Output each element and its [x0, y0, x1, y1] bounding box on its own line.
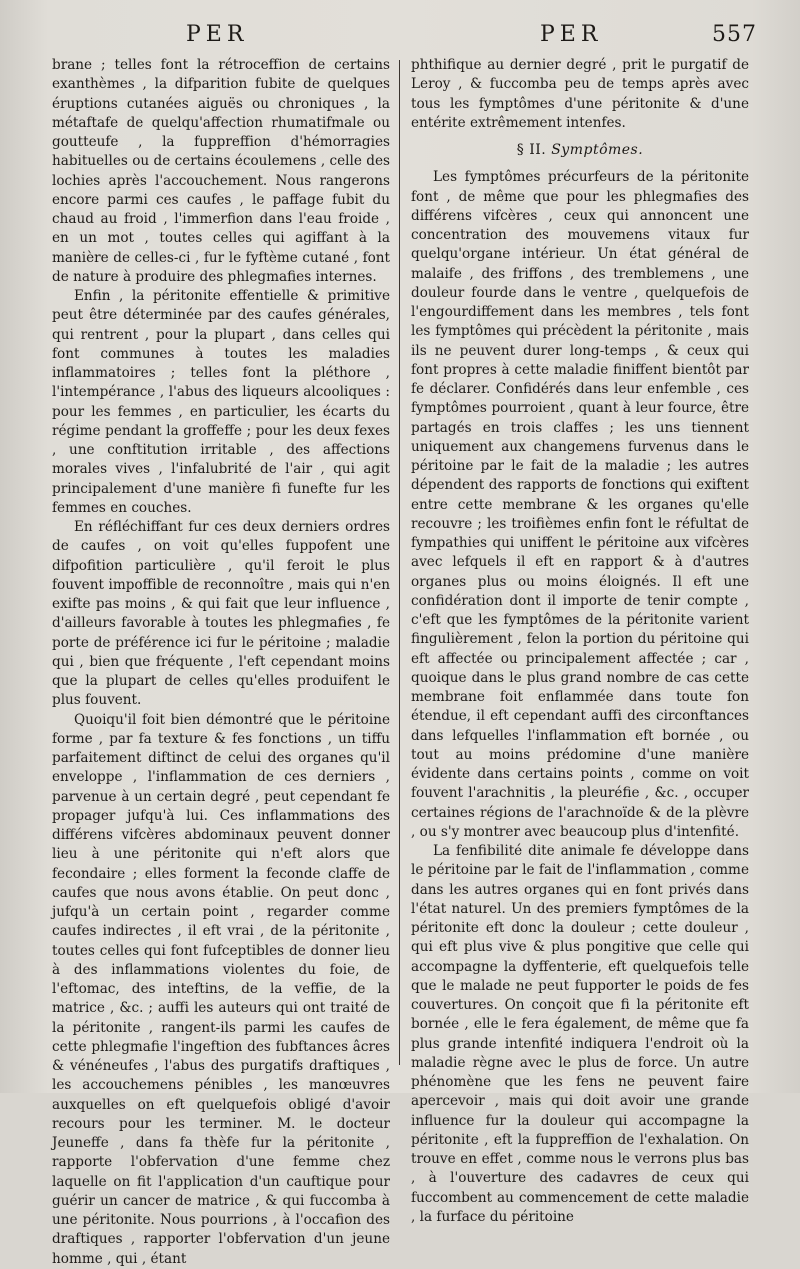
left-paragraph-4: Quoiqu'il foit bien démontré que le péritoine forme , par fa texture & fes fonctions , un tiffu parfaitement diftinct de celui des organes qu'il enveloppe , l'inflammation de ces derniers , parvenue à un certain degré , peut cependant fe propager jufqu'à lui. Ces inflammations des différens vifcères abdominaux peuvent donner lieu à une péritonite qui n'eft alors que fecondaire ; elles forment la feconde claffe de caufes que nous avons établie. On peut donc , jufqu'à un certain point , regarder comme caufes indirectes , il eft vrai , de la péritonite , toutes celles qui font fufceptibles de donner lieu à des inflammations violentes du foie, de l'eftomac, des inteftins, de la veffie, de la matrice , &c. ; auffi les auteurs qui ont traité de la péritonite , rangent-ils parmi les caufes de cette phlegmafie l'ingeftion des fubftances âcres & vénéneufes , l'abus des purgatifs draftiques , les accouchemens pénibles , les manœuvres auxquelles on eft quelquefois obligé d'avoir recours pour les terminer. M. le docteur Jeuneffe , dans fa thèfe fur la péritonite , rapporte l'obfervation d'une femme chez laquelle on fit l'application d'un cauftique pour guérir un cancer de matrice , & qui fuccomba à une péritonite. Nous pourrions , à l'occafion des draftiques , rapporter l'obfervation d'un jeune homme , qui , étant [52, 711, 390, 1267]
right-paragraph-1: Les fymptômes précurfeurs de la péritonite font , de même que pour les phlegmafies des différens vifcères , ceux qui annoncent une concentration des mouvemens vitaux fur quelqu'organe intérieur. Un état général de malaife , des friffons , des tremblemens , une douleur fourde dans le ventre , quelquefois de l'engourdiffement dans les membres , tels font les fymptômes qui précèdent la péritonite , mais ils ne peuvent durer long-temps , & ceux qui font propres à cette maladie finiffent bientôt par fe déclarer. Confidérés dans leur enfemble , ces fymptômes pourroient , quant à leur fource, être partagés en trois claffes ; les uns tiennent uniquement aux changemens furvenus dans le péritoine par le fait de la maladie ; les autres dépendent des rapports de fonctions qui exiftent entre cette membrane & les organes qu'elle recouvre ; les troifièmes enfin font le réfultat de fympathies qui uniffent le péritoine aux vifcères avec lefquels il eft en rapport & à d'autres organes plus ou moins éloignés. Il eft une confidération dont il importe de tenir compte , c'eft que les fymptômes de la péritonite varient fingulièrement , felon la portion du péritoine qui eft affectée ou principalement affectée ; car , quoique dans le plus grand nombre de cas cette membrane foit enflammée dans toute fon étendue, il eft cependant auffi des circonftances dans lefquelles l'inflammation eft bornée , ou tout au moins prédomine d'une manière évidente dans certains points , comme on voit fouvent l'arachnitis , la pleuréfie , &c. , occuper certaines régions de l'arachnoïde & de la plèvre , ou s'y montrer avec beaucoup plus d'intenfité. [411, 169, 749, 840]
section-number: § II. [516, 142, 547, 158]
column-divider [399, 60, 400, 1065]
left-paragraph-3: En réfléchiffant fur ces deux derniers ordres de caufes , on voit qu'elles fuppofent une difpofition particulière , qu'il feroit le plus fouvent impoffible de reconnoître , mais qui n'en exifte pas moins , & qui fait que leur influence , d'ailleurs favorable à toutes les phlegmafies , fe porte de préférence ici fur le péritoine ; maladie qui , bien que fréquente , l'eft cependant moins que la plupart de celles qu'elles produifent le plus fouvent. [52, 519, 390, 709]
running-header [0, 22, 800, 56]
right-paragraph-2: La fenfibilité dite animale fe développe dans le péritoine par le fait de l'inflammation , comme dans les autres organes qui en font privés dans l'état naturel. Un des premiers fymptômes de la péritonite eft donc la douleur ; cette douleur , qui eft plus vive & plus pongitive que celle qui accompagne la dyffenterie, eft quelquefois telle que le malade ne peut fupporter le poids de fes couvertures. On conçoit que fi la péritonite eft bornée , elle le fera également, de même que fa plus grande intenfité indiquera l'endroit où la maladie règne avec le plus de force. Un autre phénomène que les fens ne peuvent faire apercevoir , mais qui doit avoir une grande influence fur la douleur qui accompagne la péritonite , eft la fuppreffion de l'exhalation. On trouve en effet , comme nous le verrons plus bas , à l'ouverture des cadavres de ceux qui fuccombent au commencement de cette maladie , la furface du péritoine [411, 843, 749, 1225]
left-running-title: PER [186, 22, 249, 47]
left-column [52, 56, 390, 1269]
right-running-title: PER [540, 22, 603, 47]
right-column [411, 56, 749, 1227]
section-title: Symptômes. [551, 142, 644, 158]
left-paragraph-2: Enfin , la péritonite effentielle & primitive peut être déterminée par des caufes générales, qui rentrent , pour la plupart , dans celles qui font communes à toutes les maladies inflammatoires ; telles font la pléthore , l'intempérance , l'abus des liqueurs alcooliques : pour les femmes , en particulier, les écarts du régime pendant la groffeffe ; pour les deux fexes , une conftitution irritable , des affections morales vives , l'infalubrité de l'air , qui agit principalement d'une manière fi funefte fur les femmes en couches. [52, 288, 390, 516]
left-paragraph-1: brane ; telles font la rétroceffion de certains exanthèmes , la difparition fubite de quelques éruptions cutanées aiguës ou chroniques , la métaftafe de quelqu'affection rhumatifmale ou goutteufe , la fuppreffion d'hémorragies habituelles ou de certains écoulemens , celle des lochies après l'accouchement. Nous rangerons encore parmi ces caufes , le paffage fubit du chaud au froid , l'immerfion dans l'eau froide , en un mot , toutes celles qui agiffant à la manière de celles-ci , fur le fyftème cutané , font de nature à produire des phlegmafies internes. [52, 57, 390, 285]
right-top-paragraph: phthifique au dernier degré , prit le purgatif de Leroy , & fuccomba peu de temps après avec tous les fymptômes d'une péritonite & d'une entérite extrêmement intenfes. [411, 57, 749, 131]
page-number: 557 [712, 22, 757, 47]
section-heading [411, 141, 749, 160]
